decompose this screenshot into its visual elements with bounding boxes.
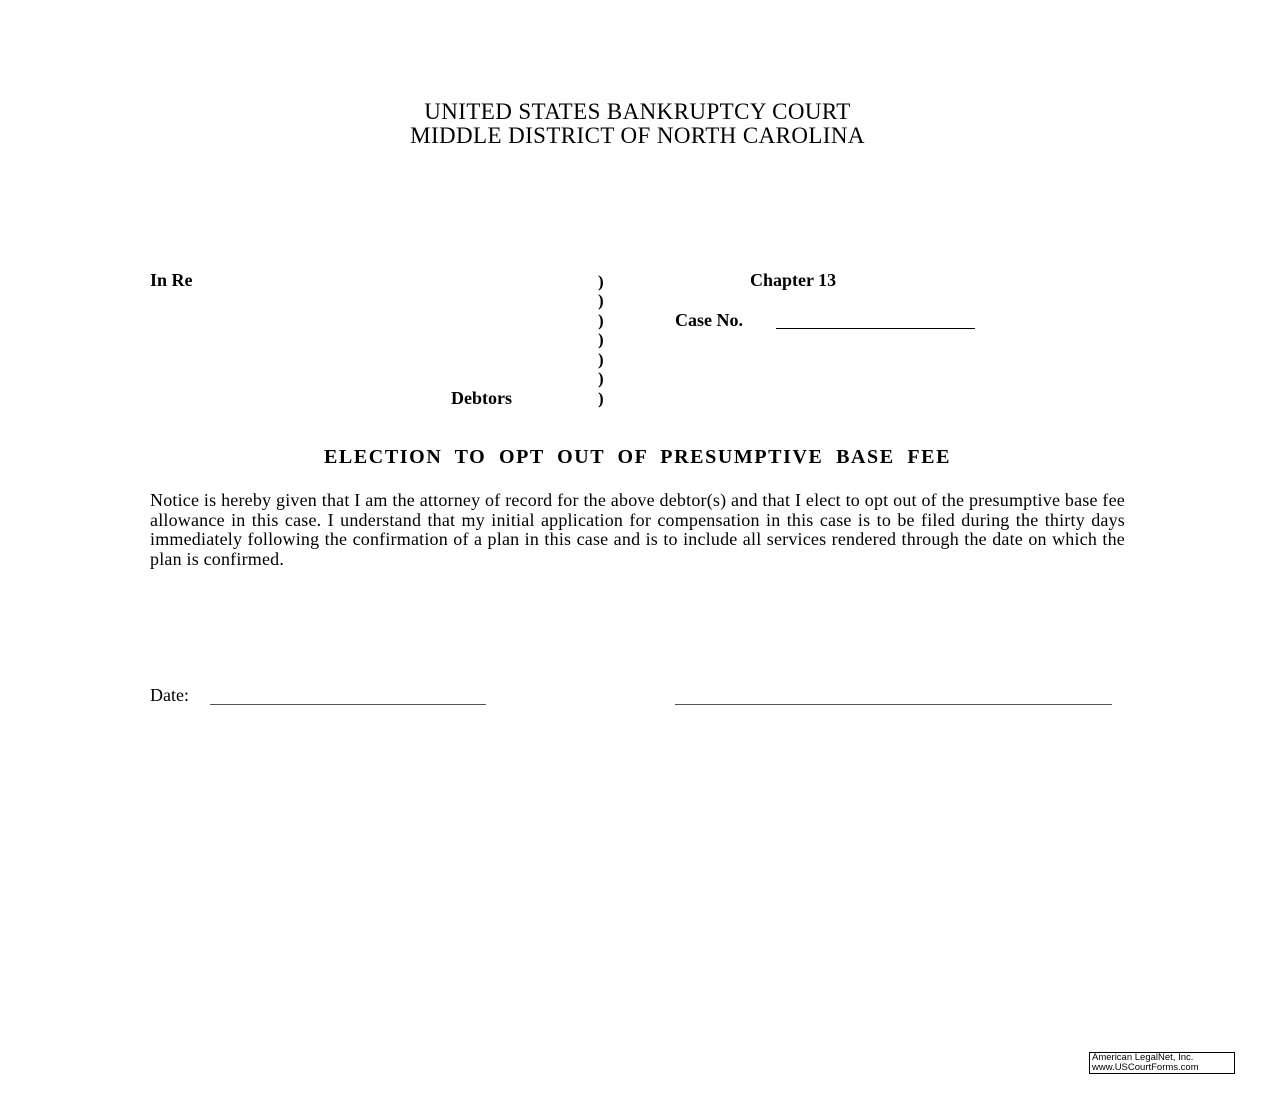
caption-paren: ) [598,330,604,349]
stamp-website: www.USCourtForms.com [1092,1062,1199,1073]
caption-paren: ) [598,389,604,408]
stamp-company: American LegalNet, Inc. [1092,1052,1194,1063]
publisher-stamp [1089,1052,1235,1074]
notice-paragraph: Notice is hereby given that I am the attorney of record for the above debtor(s) and that I elect to opt out of the presumptive base fee allowance in this case. I understand that my initial application for compensation in this case is to be filed during the thirty days immediately following the confirmation of a plan in this case and is to include all services rendered through the date on which the plan is confirmed. [150,490,1125,569]
date-label: Date: [150,685,189,705]
caption-paren: ) [598,311,604,330]
caption-paren: ) [598,272,604,291]
debtors-label: Debtors [451,388,512,408]
court-header [0,100,1275,148]
caption-paren: ) [598,350,604,369]
case-no-label: Case No. [675,310,743,330]
court-name: UNITED STATES BANKRUPTCY COURT [424,99,851,124]
in-re-label: In Re [150,270,193,290]
document-title: ELECTION TO OPT OUT OF PRESUMPTIVE BASE FEE [323,446,952,468]
caption-paren: ) [598,369,604,388]
signature-field[interactable] [675,704,1112,705]
case-no-field[interactable] [776,328,975,329]
court-district: MIDDLE DISTRICT OF NORTH CAROLINA [410,123,865,148]
chapter-label: Chapter 13 [750,270,837,290]
caption-paren: ) [598,291,604,310]
date-field[interactable] [210,704,486,705]
